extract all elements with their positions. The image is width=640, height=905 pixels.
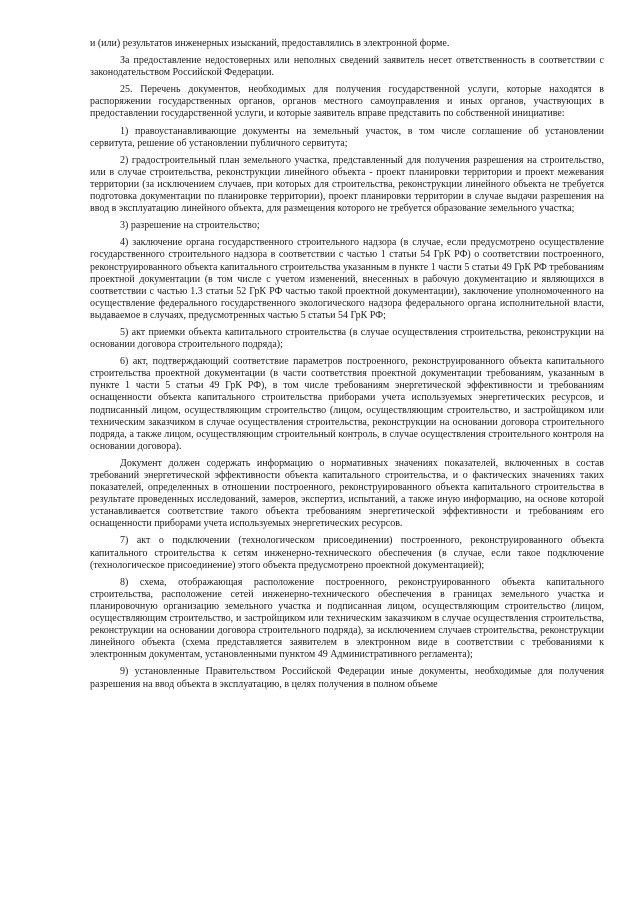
list-item-1: 1) правоустанавливающие документы на земельный участок, в том числе соглашение об установлении сервитута, решение об установлении публичного сервитута;	[90, 125, 604, 149]
document-body	[90, 38, 604, 696]
list-item-4: 4) заключение органа государственного строительного надзора (в случае, если предусмотрено осуществление государственного строительного надзора в соответствии с частью 1 статьи 54 ГрК РФ) о соответствии построенного, реконструированного объекта капитального строительства указанным в пункте 1 части 5 статьи 49 ГрК РФ требованиям проектной документации (в том числе с учетом изменений, внесенных в рабочую документацию и являющихся в соответствии с частью 1.3 статьи 52 ГрК РФ частью такой проектной документации), заключение уполномоченного на осуществление федерального государственного экологического надзора федерального органа исполнительной власти, выдаваемое в случаях, предусмотренных частью 5 статьи 54 ГрК РФ;	[90, 237, 605, 321]
list-item-2: 2) градостроительный план земельного участка, представленный для получения разрешения на строительство, или в случае строительства, реконструкции линейного объекта - проект планировки территории и проект межевания территории (за исключением случаев, при которых для строительства, реконструкции линейного объекта не требуется подготовка документации по планировке территории), проект планировки территории в случае выдачи разрешения на ввод в эксплуатацию линейного объекта, для размещения которого не требуется образование земельного участка;	[90, 154, 604, 215]
list-item-3: 3) разрешение на строительство;	[120, 220, 260, 232]
list-item-9: 9) установленные Правительством Российской Федерации иные документы, необходимые для получения разрешения на ввод объекта в эксплуатацию, в целях получения в полном объеме	[90, 666, 604, 690]
list-item-5: 5) акт приемки объекта капитального строительства (в случае осуществления строительства, реконструкции на основании договора строительного подряда);	[90, 326, 604, 351]
list-item-7: 7) акт о подключении (технологическом присоединении) построенного, реконструированного объекта капитального строительства к сетям инженерно-технического обеспечения (в случае, если такое подключение (технологическое присоединение) этого объекта предусмотрено проектной документацией);	[90, 535, 604, 571]
paragraph-responsibility: За предоставление недостоверных или неполных сведений заявитель несет ответственность в соответствии с законодательством Российской Федерации.	[90, 55, 604, 79]
list-item-6: 6) акт, подтверждающий соответствие параметров построенного, реконструированного объекта капитального строительства проектной документации (в части соответствия проектной документации требованиям, указанным в пункте 1 части 5 статьи 49 ГрК РФ), в том числе требованиям энергетической эффективности и требованиям оснащенности объекта капитального строительства приборами учета используемых энергетических ресурсов, и подписанный лицом, осуществляющим строительство (лицом, осуществляющим строительство, и застройщиком или техническим заказчиком в случае осуществления строительства, реконструкции на основании договора строительного подряда, а также лицом, осуществляющим строительный контроль, в случае осуществления строительного контроля на основании договора).	[90, 356, 604, 452]
paragraph-continuation: и (или) результатов инженерных изысканий, предоставлялись в электронной форме.	[90, 38, 450, 49]
paragraph-item-25: 25. Перечень документов, необходимых для получения государственной услуги, которые находятся в распоряжении государственных органов, органов местного самоуправления и иных органов, участвующих в предоставлении государственной услуги, и которые заявитель вправе представить по собственной инициативе:	[90, 84, 604, 120]
paragraph-document-requirements: Документ должен содержать информацию о нормативных значениях показателей, включенных в состав требований энергетической эффективности объекта капитального строительства, и о фактических значениях таких показателей, определенных в отношении построенного, реконструированного объекта капитального строительства в результате проведенных исследований, замеров, экспертиз, испытаний, а также иную информацию, на основе которой устанавливается соответствие такого объекта требованиям энергетической эффективности и требованиям его оснащенности приборами учета используемых энергетических ресурсов.	[90, 457, 604, 530]
list-item-8: 8) схема, отображающая расположение построенного, реконструированного объекта капитального строительства, расположение сетей инженерно-технического обеспечения в границах земельного участка и планировочную организацию земельного участка и подписанная лицом, осуществляющим строительство (лицом, осуществляющим строительство, и застройщиком или техническим заказчиком в случае осуществления строительства, реконструкции на основании договора строительного подряда), за исключением случаев строительства, реконструкции линейного объекта (схема представляется заявителем в электронном виде в соответствии с требованиями к электронным документам, установленными пунктом 49 Административного регламента);	[90, 576, 604, 661]
